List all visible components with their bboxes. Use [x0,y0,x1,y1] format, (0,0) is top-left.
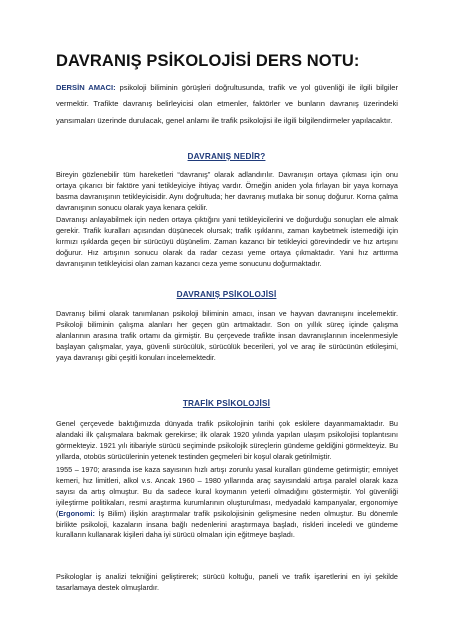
intro-lead: DERSİN AMACI: [56,83,116,92]
page-title: DAVRANIŞ PSİKOLOJİSİ DERS NOTU: [56,52,360,70]
intro-text: psikoloji biliminin görüşleri doğrultusunda, trafik ve yol güvenliği ile ilgili bilgiler vermektir. Trafikte davranış belirleyicisi olan etmenler, faktörler ve bunların davranış üzerindeki yansımaları üzerinde durulacak, genel anlamı ile trafik psikolojisi ile ilgili bilgilendirmeler yapılacaktır. [56,83,399,125]
ergonomi-term: Ergonomi: [58,508,95,518]
paragraph-trafik-3: Psikologlar iş analizi tekniğini geliştirerek; sürücü koltuğu, paneli ve trafik işaretlerini en iyi şekilde tasarlamaya destek olmuşlardır. [56,572,398,592]
intro-paragraph [56,80,398,129]
paragraph-psikoloji-1: Davranış bilimi olarak tanımlanan psikoloji biliminin amacı, insan ve hayvan davranışını incelemektir. Psikoloji biliminin çalışma alanları her geçen gün artmaktadır. Son on yıllık süreç içinde çalışma alanlarının arasına trafik ortamı da girmiştir. Bu çerçevede trafikte insan davranışlarının incelenmesiyle başlayan çalışmalar, yaya, güvenli sürücülük, sürücülük becerileri, yol ve araç ile sürücünün etkileşimi, yaya davranışı gibi çeşitli konuları incelemektedir. [56,309,398,362]
paragraph-trafik-2: 1955 – 1970; arasında ise kaza sayısının hızlı artışı zorunlu yasal kuralları gündeme getirmiştir; emniyet kemeri, hız limitleri, alkol v.s. Ancak 1960 – 1980 yıllarında araç sayısındaki artışa paralel olarak kaza sayısı da artış olmuştur. Bu da sadece kural koymanın yeterli olmadığını göstermiştir. Yol güvenliği iyileştirme politikaları, resmi araştırma kurumlarının oluşturulması, medyadaki kampanyalar, ergonomiye (Ergonomi: İş Bilim) ilişkin araştırmalar trafik psikolojisinin gelişmesine neden olmuştur. Bu dönemle birlikte psikoloji, kazaların insana bağlı nedenlerini araştırmaya başladı, riskleri inceledi ve gündeme kuralların kullanarak kişileri daha iyi sürücü olmaları için eğitmeye başladı. [56,465,398,540]
paragraph-trafik-1: Genel çerçevede baktığımızda dünyada trafik psikolojinin tarihi çok eskilere dayanmamaktadır. Bu alandaki ilk çalışmalara bakmak gerekirse; ilk olarak 1920 yılında yapılan ulaşım psikolojisi toplantısını görmekteyiz. 1921 yılı itibariyle sürücü seçiminde psikolojik süreçlerin gündeme geldiğini görmekteyiz. Bu yıllarda, otobüs sürücülerinin yetenek testinden geçmeleri bir koşul olarak getirilmiştir. [56,419,398,461]
paragraph-davranis-1: Bireyin gözlenebilir tüm hareketleri “davranış” olarak adlandırılır. Davranışın ortaya çıkması için onu ortaya çıkarıcı bir faktöre yani tetikleyiciye ihtiyaç vardır. Örneğin aniden yola fırlayan bir yaya kornaya basma davranışının tetikleyicisidir. Aynı doğrultuda; her davranış mutlaka bir sonuç doğurur. Korna çalma davranışının sonucu olarak yaya kenara çekilir. [56,170,398,212]
section-heading-trafik-psikolojisi: TRAFİK PSİKOLOJİSİ [182,399,271,408]
section-heading-davranis-psikolojisi: DAVRANIŞ PSİKOLOJİSİ [176,290,277,299]
section-heading-davranis-nedir: DAVRANIŞ NEDİR? [187,152,266,161]
paragraph-davranis-2: Davranışı anlayabilmek için neden ortaya çıktığını yani tetikleyicilerini ve doğurduğu sonuçları ele almak gerekir. Trafik kuralları açısından düşünecek olursak; trafik ışıklarını, zaman kaybetmek istemediği için kırmızı ışıklarda geçen bir sürücüyü düşünelim. Zaman kazancı bir tetikleyici görevindedir ve hız artışını doğurur. Hız artışının sonucu olarak da radar cezası yeme ortaya çıkmaktadır. Yani hız arttırma davranışının tetikleyicisi olan zaman kazancı ceza yeme sonucunu doğurmaktadır. [56,215,398,268]
